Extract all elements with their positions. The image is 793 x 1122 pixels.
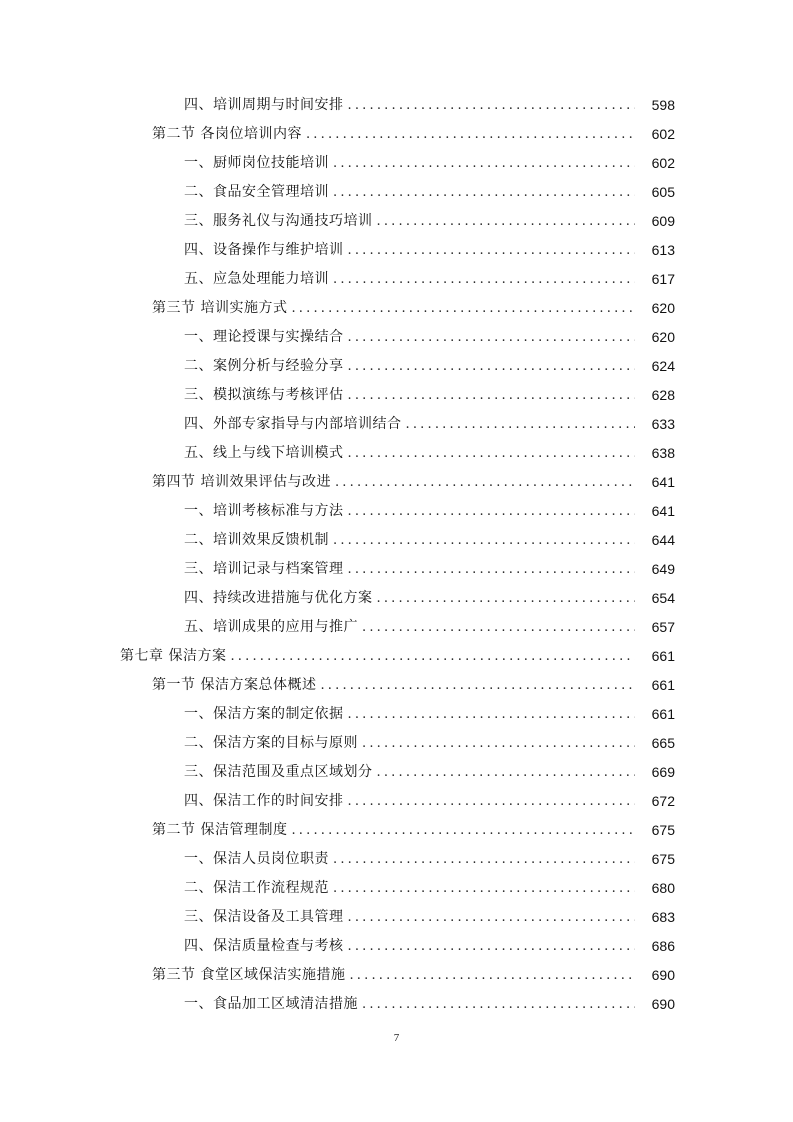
toc-entry-section[interactable] bbox=[0, 468, 793, 497]
toc-entry-page: 661 bbox=[651, 706, 675, 722]
toc-entry-page: 598 bbox=[651, 97, 675, 113]
toc-entry-subsection[interactable] bbox=[0, 352, 793, 381]
toc-entry-page: 620 bbox=[651, 300, 675, 316]
toc-entry-subsection[interactable] bbox=[0, 584, 793, 613]
toc-entry-page: 675 bbox=[651, 822, 675, 838]
toc-dot-leader bbox=[377, 207, 636, 236]
toc-entry-page: 602 bbox=[651, 155, 675, 171]
toc-dot-leader bbox=[348, 787, 636, 816]
toc-dot-leader bbox=[362, 613, 635, 642]
toc-entry-page: 624 bbox=[651, 358, 675, 374]
toc-entry-title: 一、保洁方案的制定依据 bbox=[184, 706, 344, 722]
toc-entry-page: 686 bbox=[651, 938, 675, 954]
toc-entry-title: 第四节 培训效果评估与改进 bbox=[152, 474, 331, 490]
toc-entry-page: 669 bbox=[651, 764, 675, 780]
page-number: 7 bbox=[393, 1032, 400, 1044]
toc-entry-title: 二、食品安全管理培训 bbox=[184, 184, 329, 200]
toc-entry-subsection[interactable] bbox=[0, 729, 793, 758]
toc-dot-leader bbox=[406, 410, 636, 439]
toc-dot-leader bbox=[348, 236, 636, 265]
toc-entry-subsection[interactable] bbox=[0, 555, 793, 584]
toc-entry-subsection[interactable] bbox=[0, 265, 793, 294]
toc-entry-page: 654 bbox=[651, 590, 675, 606]
toc-entry-section[interactable] bbox=[0, 961, 793, 990]
toc-entry-subsection[interactable] bbox=[0, 845, 793, 874]
toc-entry-title: 第一节 保洁方案总体概述 bbox=[152, 677, 317, 693]
toc-entry-subsection[interactable] bbox=[0, 149, 793, 178]
toc-dot-leader bbox=[348, 903, 636, 932]
toc-entry-page: 609 bbox=[651, 213, 675, 229]
toc-dot-leader bbox=[348, 555, 636, 584]
toc-entry-title: 五、培训成果的应用与推广 bbox=[184, 619, 358, 635]
toc-dot-leader bbox=[291, 294, 635, 323]
toc-entry-page: 620 bbox=[651, 329, 675, 345]
toc-entry-page: 661 bbox=[651, 677, 675, 693]
toc-entry-subsection[interactable] bbox=[0, 874, 793, 903]
toc-entry-subsection[interactable] bbox=[0, 439, 793, 468]
toc-dot-leader bbox=[291, 816, 635, 845]
toc-entry-title: 三、保洁设备及工具管理 bbox=[184, 909, 344, 925]
toc-entry-title: 二、案例分析与经验分享 bbox=[184, 358, 344, 374]
toc-entry-subsection[interactable] bbox=[0, 207, 793, 236]
toc-entry-title: 四、保洁质量检查与考核 bbox=[184, 938, 344, 954]
toc-entry-subsection[interactable] bbox=[0, 613, 793, 642]
toc-entry-title: 第七章 保洁方案 bbox=[120, 648, 227, 664]
toc-entry-page: 680 bbox=[651, 880, 675, 896]
toc-entry-title: 三、保洁范围及重点区域划分 bbox=[184, 764, 373, 780]
toc-entry-title: 四、外部专家指导与内部培训结合 bbox=[184, 416, 402, 432]
toc-entry-subsection[interactable] bbox=[0, 410, 793, 439]
toc-entry-title: 三、服务礼仪与沟通技巧培训 bbox=[184, 213, 373, 229]
toc-entry-section[interactable] bbox=[0, 816, 793, 845]
toc-entry-page: 628 bbox=[651, 387, 675, 403]
toc-entry-page: 675 bbox=[651, 851, 675, 867]
toc-dot-leader bbox=[348, 91, 636, 120]
toc-entry-subsection[interactable] bbox=[0, 932, 793, 961]
toc-entry-page: 683 bbox=[651, 909, 675, 925]
toc-entry-title: 五、线上与线下培训模式 bbox=[184, 445, 344, 461]
toc-entry-subsection[interactable] bbox=[0, 526, 793, 555]
toc-entry-page: 672 bbox=[651, 793, 675, 809]
toc-dot-leader bbox=[333, 526, 635, 555]
toc-entry-page: 649 bbox=[651, 561, 675, 577]
table-of-contents bbox=[0, 91, 793, 1019]
toc-entry-title: 二、保洁方案的目标与原则 bbox=[184, 735, 358, 751]
toc-entry-title: 三、培训记录与档案管理 bbox=[184, 561, 344, 577]
toc-entry-title: 三、模拟演练与考核评估 bbox=[184, 387, 344, 403]
toc-entry-subsection[interactable] bbox=[0, 787, 793, 816]
toc-dot-leader bbox=[348, 323, 636, 352]
toc-dot-leader bbox=[362, 990, 635, 1019]
toc-entry-subsection[interactable] bbox=[0, 381, 793, 410]
toc-entry-subsection[interactable] bbox=[0, 323, 793, 352]
toc-dot-leader bbox=[348, 439, 636, 468]
toc-dot-leader bbox=[335, 468, 635, 497]
toc-entry-page: 657 bbox=[651, 619, 675, 635]
toc-entry-title: 二、保洁工作流程规范 bbox=[184, 880, 329, 896]
toc-dot-leader bbox=[333, 845, 635, 874]
toc-entry-page: 633 bbox=[651, 416, 675, 432]
toc-entry-page: 665 bbox=[651, 735, 675, 751]
toc-dot-leader bbox=[333, 149, 635, 178]
toc-entry-subsection[interactable] bbox=[0, 758, 793, 787]
toc-dot-leader bbox=[320, 671, 635, 700]
toc-entry-section[interactable] bbox=[0, 671, 793, 700]
toc-entry-section[interactable] bbox=[0, 120, 793, 149]
toc-dot-leader bbox=[333, 874, 635, 903]
toc-entry-title: 第三节 培训实施方式 bbox=[152, 300, 288, 316]
toc-dot-leader bbox=[333, 265, 635, 294]
toc-entry-page: 661 bbox=[651, 648, 675, 664]
toc-entry-page: 690 bbox=[651, 996, 675, 1012]
toc-entry-page: 605 bbox=[651, 184, 675, 200]
toc-dot-leader bbox=[306, 120, 635, 149]
toc-entry-page: 644 bbox=[651, 532, 675, 548]
toc-entry-subsection[interactable] bbox=[0, 497, 793, 526]
toc-dot-leader bbox=[348, 352, 636, 381]
toc-entry-title: 第二节 保洁管理制度 bbox=[152, 822, 288, 838]
toc-entry-page: 641 bbox=[651, 474, 675, 490]
toc-dot-leader bbox=[333, 178, 635, 207]
toc-entry-title: 一、培训考核标准与方法 bbox=[184, 503, 344, 519]
toc-entry-title: 四、持续改进措施与优化方案 bbox=[184, 590, 373, 606]
toc-entry-title: 一、保洁人员岗位职责 bbox=[184, 851, 329, 867]
toc-entry-title: 四、培训周期与时间安排 bbox=[184, 97, 344, 113]
toc-dot-leader bbox=[348, 932, 636, 961]
toc-dot-leader bbox=[348, 381, 636, 410]
toc-dot-leader bbox=[230, 642, 635, 671]
toc-entry-title: 一、食品加工区域清洁措施 bbox=[184, 996, 358, 1012]
toc-entry-subsection[interactable] bbox=[0, 91, 793, 120]
toc-entry-page: 641 bbox=[651, 503, 675, 519]
toc-entry-title: 第二节 各岗位培训内容 bbox=[152, 126, 302, 142]
toc-dot-leader bbox=[348, 700, 636, 729]
toc-entry-title: 二、培训效果反馈机制 bbox=[184, 532, 329, 548]
toc-entry-subsection[interactable] bbox=[0, 178, 793, 207]
toc-dot-leader bbox=[348, 497, 636, 526]
toc-dot-leader bbox=[377, 758, 636, 787]
toc-entry-title: 一、厨师岗位技能培训 bbox=[184, 155, 329, 171]
toc-entry-subsection[interactable] bbox=[0, 990, 793, 1019]
toc-entry-chapter[interactable] bbox=[0, 642, 793, 671]
toc-entry-section[interactable] bbox=[0, 294, 793, 323]
toc-entry-page: 617 bbox=[651, 271, 675, 287]
toc-entry-subsection[interactable] bbox=[0, 700, 793, 729]
toc-entry-title: 一、理论授课与实操结合 bbox=[184, 329, 344, 345]
toc-entry-title: 四、设备操作与维护培训 bbox=[184, 242, 344, 258]
toc-entry-subsection[interactable] bbox=[0, 236, 793, 265]
toc-entry-title: 第三节 食堂区域保洁实施措施 bbox=[152, 967, 346, 983]
toc-entry-page: 613 bbox=[651, 242, 675, 258]
toc-entry-title: 五、应急处理能力培训 bbox=[184, 271, 329, 287]
toc-entry-page: 602 bbox=[651, 126, 675, 142]
toc-dot-leader bbox=[377, 584, 636, 613]
toc-entry-page: 690 bbox=[651, 967, 675, 983]
toc-entry-subsection[interactable] bbox=[0, 903, 793, 932]
toc-dot-leader bbox=[362, 729, 635, 758]
toc-entry-title: 四、保洁工作的时间安排 bbox=[184, 793, 344, 809]
toc-entry-page: 638 bbox=[651, 445, 675, 461]
toc-dot-leader bbox=[349, 961, 635, 990]
